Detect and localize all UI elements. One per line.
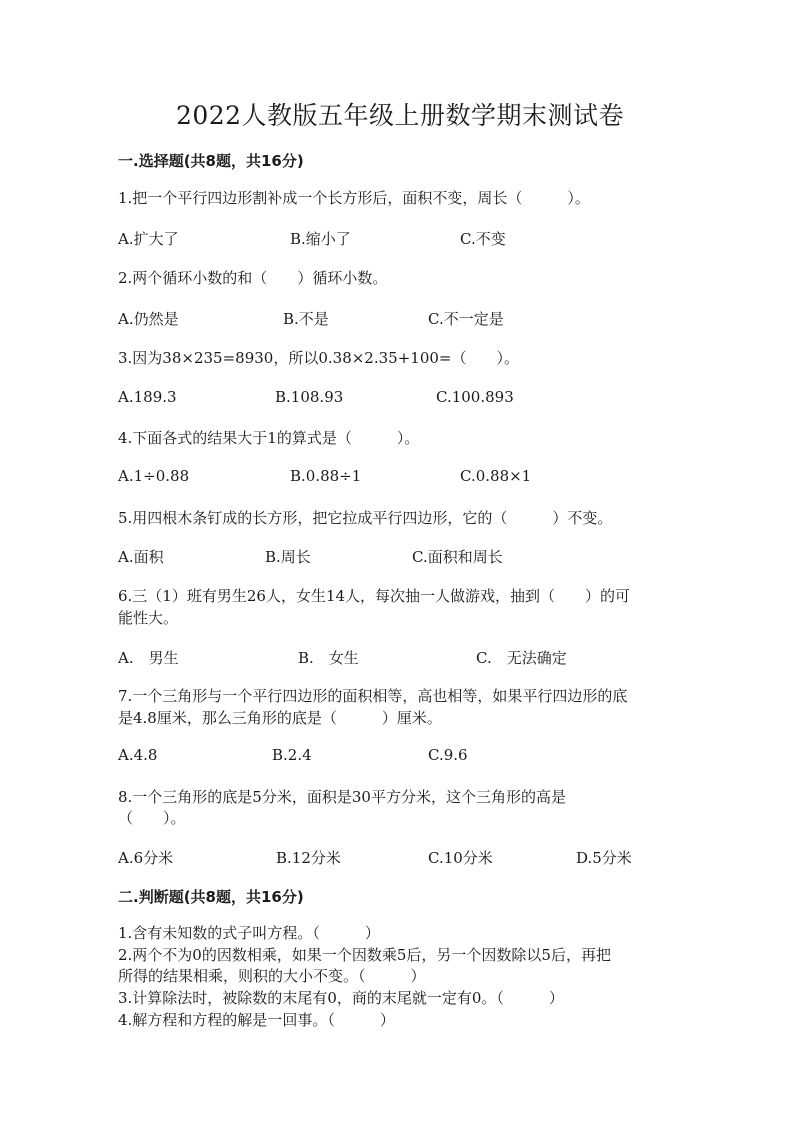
option-a: A.4.8	[118, 746, 158, 764]
page-title: 2022人教版五年级上册数学期末测试卷	[175, 101, 625, 130]
option-b: B.2.4	[272, 746, 312, 764]
question-text: 5.用四根木条钉成的长方形，把它拉成平行四边形，它的（ ）不变。	[118, 509, 613, 527]
option-a: A.面积	[118, 548, 164, 566]
judge-question-cont: 所得的结果相乘，则积的大小不变。（ ）	[118, 967, 426, 985]
question-text: 1.把一个平行四边形割补成一个长方形后，面积不变，周长（ ）。	[118, 189, 590, 207]
option-b: B.缩小了	[290, 230, 351, 248]
judge-question: 4.解方程和方程的解是一回事。（ ）	[118, 1011, 395, 1029]
question-text-cont: 能性大。	[118, 609, 179, 627]
option-c: C.0.88×1	[460, 467, 532, 485]
judge-question: 2.两个不为0的因数相乘，如果一个因数乘5后，另一个因数除以5后，再把	[118, 946, 611, 964]
option-b: B.12分米	[276, 849, 341, 867]
question-text-cont: 是4.8厘米，那么三角形的底是（ ）厘米。	[118, 709, 442, 727]
option-c: C.不一定是	[428, 310, 504, 328]
question-text: 6.三（1）班有男生26人，女生14人，每次抽一人做游戏，抽到（ ）的可	[118, 587, 631, 605]
section-heading-judge: 二.判断题(共8题，共16分)	[118, 888, 304, 906]
option-a: A.扩大了	[118, 230, 179, 248]
question-text: 2.两个循环小数的和（ ）循环小数。	[118, 269, 388, 287]
option-a: A.6分米	[118, 849, 174, 867]
option-b: B.不是	[283, 310, 329, 328]
judge-question: 3.计算除法时，被除数的末尾有0，商的末尾就一定有0。（ ）	[118, 989, 564, 1007]
option-a: A.仍然是	[118, 310, 179, 328]
option-a: A. 男生	[118, 649, 179, 667]
option-b: B.0.88÷1	[290, 467, 362, 485]
option-a: A.1÷0.88	[118, 467, 190, 485]
section-heading-choice: 一.选择题(共8题，共16分)	[118, 152, 304, 170]
judge-question: 1.含有未知数的式子叫方程。（ ）	[118, 924, 380, 942]
option-b: B. 女生	[298, 649, 359, 667]
option-c: C.9.6	[428, 746, 468, 764]
option-b: B.108.93	[275, 388, 344, 406]
option-c: C.不变	[460, 230, 506, 248]
option-d: D.5分米	[576, 849, 632, 867]
option-b: B.周长	[265, 548, 311, 566]
question-text: 3.因为38×235=8930，所以0.38×2.35+100=（ ）。	[118, 349, 519, 367]
option-c: C.100.893	[436, 388, 514, 406]
option-a: A.189.3	[118, 388, 177, 406]
question-text: 7.一个三角形与一个平行四边形的面积相等，高也相等，如果平行四边形的底	[118, 687, 628, 705]
option-c: C. 无法确定	[476, 649, 567, 667]
question-text-cont: （ ）。	[118, 809, 186, 827]
question-text: 4.下面各式的结果大于1的算式是（ ）。	[118, 429, 420, 447]
option-c: C.面积和周长	[412, 548, 503, 566]
option-c: C.10分米	[428, 849, 493, 867]
question-text: 8.一个三角形的底是5分米，面积是30平方分米，这个三角形的高是	[118, 788, 566, 806]
